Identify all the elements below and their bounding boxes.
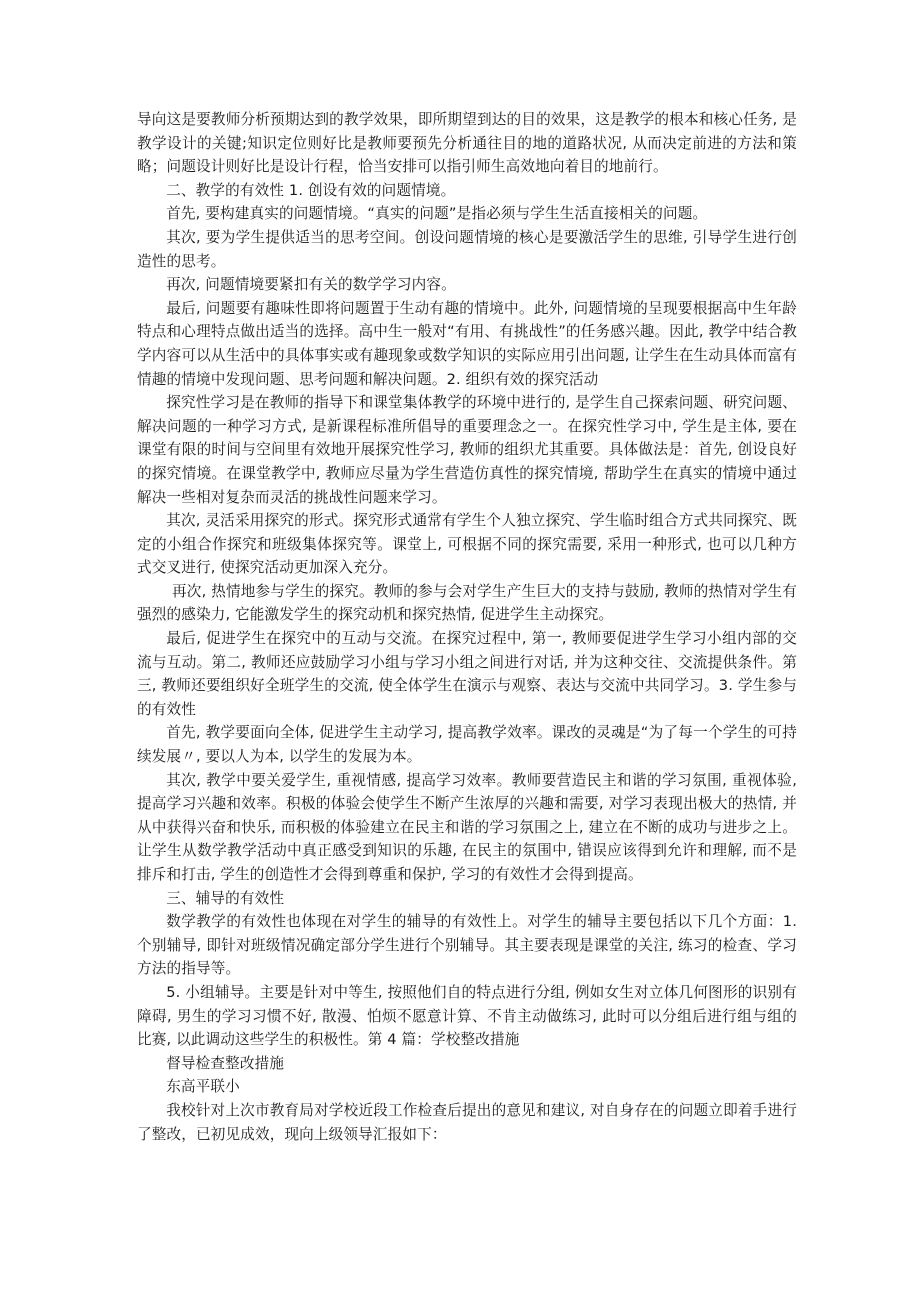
paragraph-14: 数学教学的有效性也体现在对学生的辅导的有效性上。对学生的辅导主要包括以下几个方面：1. 个别辅导, 即针对班级情况确定部分学生进行个别辅导。其主要表现是课堂的关注, 练习的检查、学习方法的指导等。 xyxy=(137,913,797,978)
paragraph-6: 最后, 问题要有趣味性即将问题置于生动有趣的情境中。此外, 问题情境的呈现要根据高中生年龄特点和心理特点做出适当的选择。高中生一般对“有用、有挑战性”的任务感兴趣。因此, 教学中结合教学内容可以从生活中的具体事实或有趣现象或数学知识的实际应用引出问题, 让学生在生动具体而富有情趣的情境中发现问题、思考问题和解决问题。2. 组织有效的探究活动 xyxy=(137,299,797,388)
paragraph-1: 导向这是要教师分析预期达到的教学效果，即所期望到达的目的效果，这是教学的根本和核心任务, 是教学设计的关键;知识定位则好比是教师要预先分析通往目的地的道路状况, 从而决定前进的方法和策略；问题设计则好比是设计行程，恰当安排可以指引师生高效地向着目的地前行。 xyxy=(137,111,797,176)
paragraph-18: 我校针对上次市教育局对学校近段工作检查后提出的意见和建议, 对自身存在的问题立即着手进行了整改，已初见成效，现向上级领导汇报如下： xyxy=(137,1101,797,1143)
paragraph-3: 首先, 要构建真实的问题情境。“真实的问题”是指必须与学生生活直接相关的问题。 xyxy=(166,205,708,223)
section-heading-3: 三、辅导的有效性 xyxy=(166,889,285,907)
paragraph-8: 其次, 灵活采用探究的形式。探究形式通常有学生个人独立探究、学生临时组合方式共同探究、既定的小组合作探究和班级集体探究等。课堂上, 可根据不同的探究需要, 采用一种形式, 也可以几种方式交叉进行, 使探究活动更加深入充分。 xyxy=(137,512,797,577)
paragraph-15: 5. 小组辅导。主要是针对中等生, 按照他们自的特点进行分组, 例如女生对立体几何图形的识别有障碍, 男生的学习习惯不好, 散漫、怕烦不愿意计算、不肯主动做练习, 此时可以分组后进行组与组的比赛, 以此调动这些学生的积极性。第 4 篇：学校整改措施 xyxy=(137,983,797,1049)
section-heading-2: 二、教学的有效性 1. 创设有效的问题情境。 xyxy=(166,181,456,199)
school-name: 东高平联小 xyxy=(166,1078,240,1096)
paragraph-5: 再次, 问题情境要紧扣有关的数学学习内容。 xyxy=(166,276,456,294)
paragraph-4: 其次, 要为学生提供适当的思考空间。创设问题情境的核心是要激活学生的思维, 引导学生进行创造性的思考。 xyxy=(137,228,797,270)
paragraph-10: 最后, 促进学生在探究中的互动与交流。在探究过程中, 第一, 教师要促进学生学习小组内部的交流与互动。第二, 教师还应鼓励学习小组与学习小组之间进行对话, 并为这种交往、交流提供条件。第三, 教师还要组织好全班学生的交流, 使全体学生在演示与观察、表达与交流中共同学习。3. 学生参与的有效性 xyxy=(137,630,797,718)
document-title: 督导检查整改措施 xyxy=(166,1054,285,1072)
paragraph-9: 再次, 热情地参与学生的探究。教师的参与会对学生产生巨大的支持与鼓励, 教师的热情对学生有强烈的感染力, 它能激发学生的探究动机和探究热情, 促进学生主动探究。 xyxy=(137,582,797,624)
paragraph-12: 其次, 教学中要关爱学生, 重视情感, 提高学习效率。教师要营造民主和谐的学习氛围, 重视体验, 提高学习兴趣和效率。积极的体验会使学生不断产生浓厚的兴趣和需要, 对学习表现出极大的热情, 并从中获得兴奋和快乐, 而积极的体验建立在民主和谐的学习氛围之上, 建立在不断的成功与进步之上。让学生从数学教学活动中真正感受到知识的乐趣, 在民主的氛围中, 错误应该得到允许和理解, 而不是排斥和打击, 学生的创造性才会得到尊重和保护, 学习的有效性才会得到提高。 xyxy=(137,771,797,883)
document-body xyxy=(137,108,797,1146)
paragraph-11: 首先, 教学要面向全体, 促进学生主动学习, 提高教学效率。课改的灵魂是“为了每一个学生的可持续发展〃, 要以人为本, 以学生的发展为本。 xyxy=(137,724,797,766)
paragraph-7: 探究性学习是在教师的指导下和课堂集体教学的环境中进行的, 是学生自己探索问题、研究问题、解决问题的一种学习方式, 是新课程标准所倡导的重要理念之一。在探究性学习中, 学生是主体, 要在课堂有限的时间与空间里有效地开展探究性学习, 教师的组织尤其重要。具体做法是：首先, 创设良好的探究情境。在课堂教学中, 教师应尽量为学生营造仿真性的探究情境, 帮助学生在真实的情境中通过解决一些相对复杂而灵活的挑战性问题来学习。 xyxy=(137,394,797,506)
